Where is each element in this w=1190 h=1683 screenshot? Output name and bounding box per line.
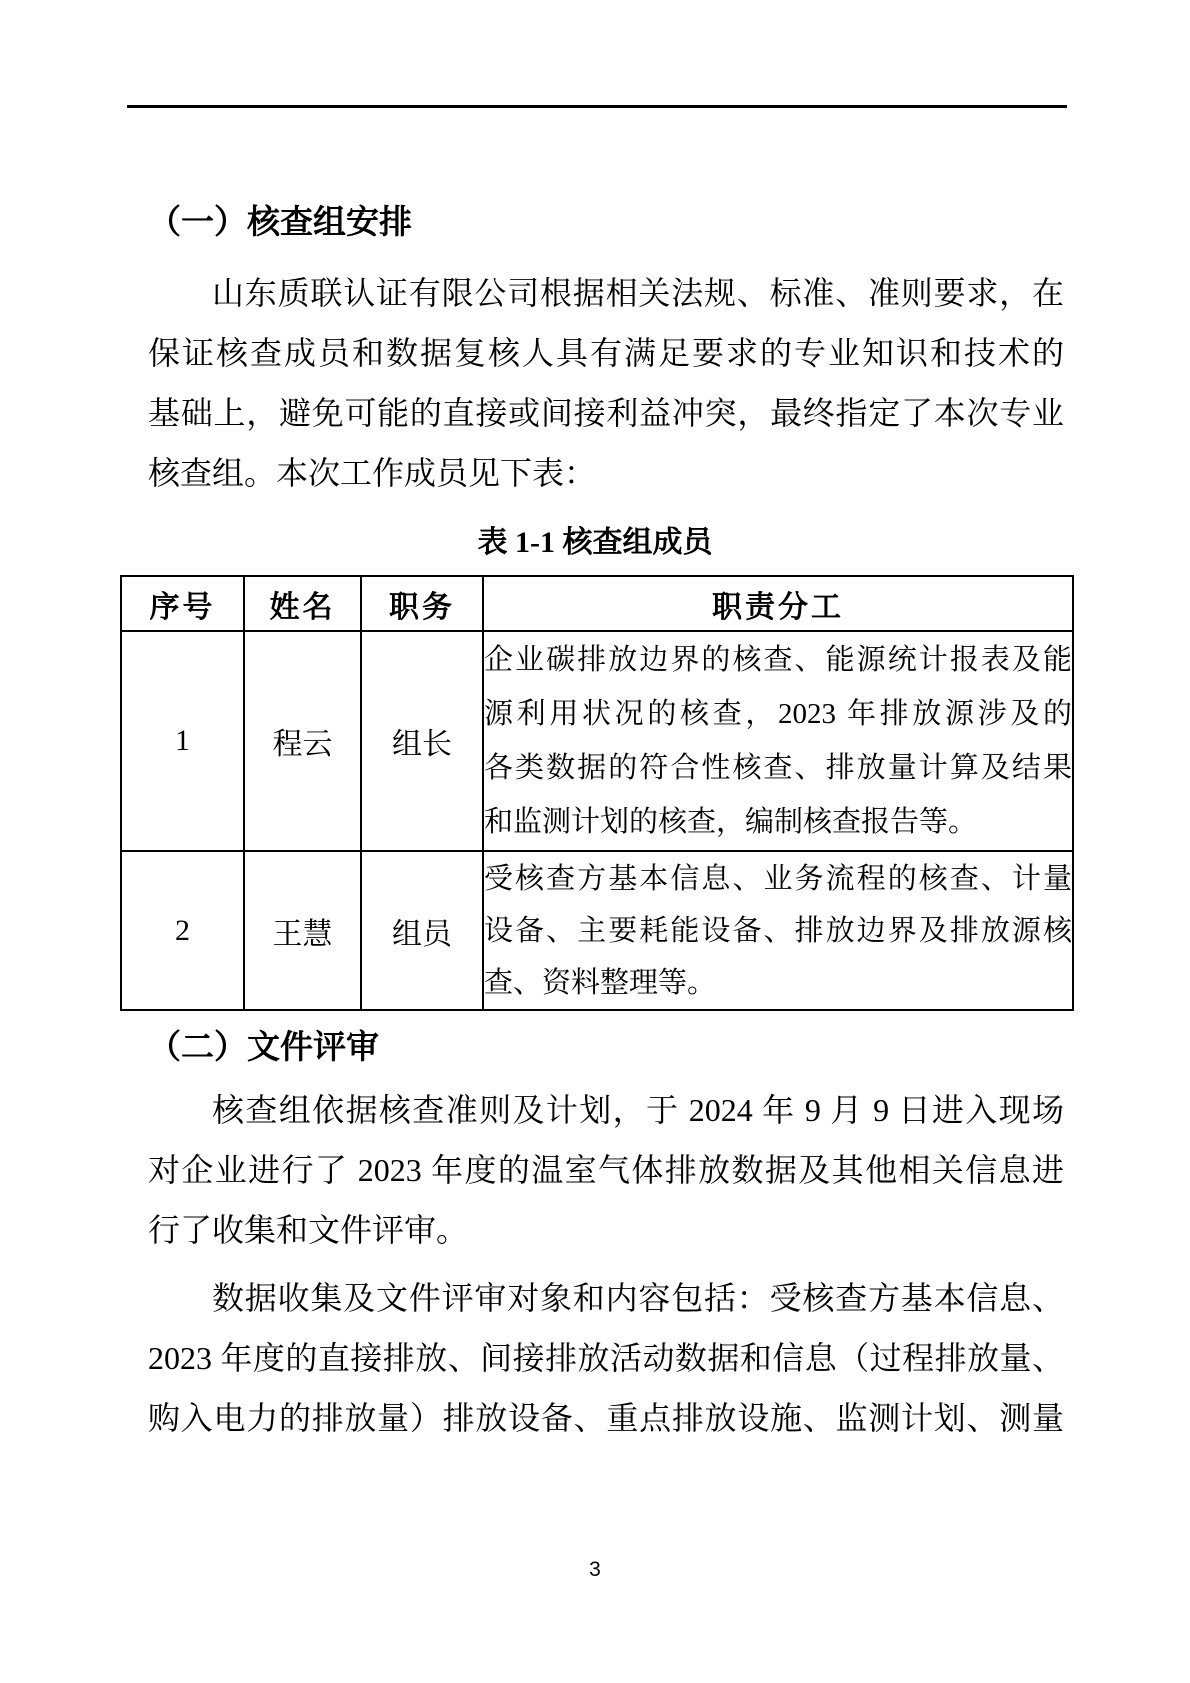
members-table <box>120 575 1074 1011</box>
paragraph-line: 2023 年度的直接排放、间接排放活动数据和信息（过程排放量、 <box>148 1340 1064 1376</box>
header-rule <box>127 105 1067 108</box>
cell-name: 程云 <box>244 631 361 851</box>
duty-line: 受核查方基本信息、业务流程的核查、计量 <box>484 862 1072 895</box>
paragraph-line: 购入电力的排放量）排放设备、重点排放设施、监测计划、测量 <box>148 1400 1064 1436</box>
cell-duty <box>483 851 1073 1010</box>
duty-line: 和监测计划的核查，编制核查报告等。 <box>484 806 978 838</box>
paragraph-line: 核查组依据核查准则及计划，于 2024 年 9 月 9 日进入现场 <box>212 1092 1064 1128</box>
paragraph-line: 对企业进行了 2023 年度的温室气体排放数据及其他相关信息进 <box>148 1152 1064 1188</box>
paragraph-line: 保证核查成员和数据复核人具有满足要求的专业知识和技术的 <box>148 335 1064 371</box>
table-row <box>121 631 1073 851</box>
duty-line: 各类数据的符合性核查、排放量计算及结果 <box>484 752 1072 784</box>
cell-duty <box>483 631 1073 851</box>
header-cell-name: 姓名 <box>244 576 361 631</box>
cell-role: 组员 <box>361 851 483 1010</box>
page-number: 3 <box>589 1558 601 1581</box>
paragraph-line: 山东质联认证有限公司根据相关法规、标准、准则要求，在 <box>212 275 1064 311</box>
cell-name: 王慧 <box>244 851 361 1010</box>
paragraph-line: 基础上，避免可能的直接或间接利益冲突，最终指定了本次专业 <box>148 395 1064 431</box>
cell-role: 组长 <box>361 631 483 851</box>
header-cell-duty: 职责分工 <box>483 576 1073 631</box>
section-1-paragraph <box>148 263 1064 503</box>
paragraph-line: 数据收集及文件评审对象和内容包括：受核查方基本信息、 <box>212 1280 1064 1316</box>
duty-line: 查、资料整理等。 <box>484 966 717 999</box>
table-row <box>121 851 1073 1010</box>
section-2-paragraph-2 <box>148 1268 1064 1448</box>
header-cell-no: 序号 <box>121 576 244 631</box>
section-2-paragraph-1 <box>148 1080 1064 1260</box>
duty-line: 企业碳排放边界的核查、能源统计报表及能 <box>484 644 1072 676</box>
duty-line: 源利用状况的核查，2023 年排放源涉及的 <box>484 698 1072 730</box>
section-1-heading: （一）核查组安排 <box>148 205 412 241</box>
cell-no: 1 <box>121 631 244 851</box>
table-title: 表 1-1 核查组成员 <box>477 526 713 559</box>
header-cell-role: 职务 <box>361 576 483 631</box>
paragraph-line: 核查组。本次工作成员见下表： <box>148 455 597 491</box>
section-2-heading: （二）文件评审 <box>148 1030 379 1066</box>
table-header-row <box>121 576 1073 631</box>
duty-line: 设备、主要耗能设备、排放边界及排放源核 <box>484 914 1072 947</box>
paragraph-line: 行了收集和文件评审。 <box>148 1212 469 1248</box>
cell-no: 2 <box>121 851 244 1010</box>
